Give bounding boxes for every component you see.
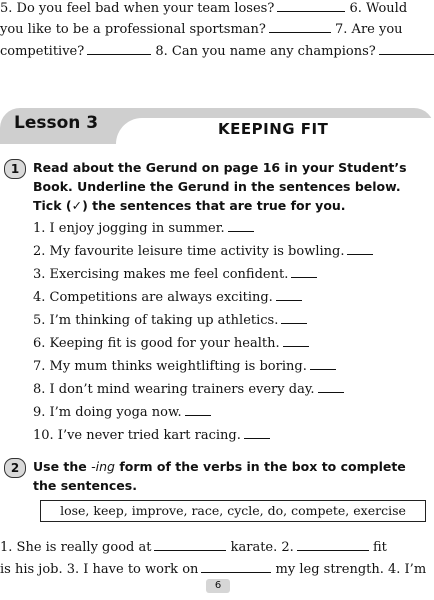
answer-blank [87, 43, 151, 55]
tick-blank[interactable] [276, 289, 302, 301]
top-paragraph-line-3 [0, 43, 434, 60]
text: Use the [33, 459, 92, 474]
tick-blank[interactable] [291, 266, 317, 278]
answer-blank [379, 43, 434, 55]
exercise-1-instruction: Read about the Gerund on page 16 in your Student’s Book. Underline the Gerund in the sentences below. Tick (✓) the sentences that are true for you. [33, 160, 407, 213]
lesson-subtitle: KEEPING FIT [218, 120, 329, 138]
tick-blank[interactable] [318, 381, 344, 393]
sentence-text: 9. I’m doing yoga now. [33, 405, 182, 420]
answer-blank [269, 21, 331, 33]
exercise-1-sentence [33, 243, 373, 260]
text: my leg strength. 4. I’m [275, 562, 427, 577]
sentence-text: 8. I don’t mind wearing trainers every day. [33, 382, 315, 397]
tick-blank[interactable] [185, 404, 211, 416]
exercise-2-line-1 [0, 539, 434, 556]
text-italic: -ing [91, 459, 115, 474]
exercise-1-sentence [33, 358, 336, 375]
answer-blank[interactable] [201, 561, 271, 573]
exercise-1-number: 1 [4, 159, 26, 179]
lesson-title: Lesson 3 [14, 113, 99, 133]
exercise-1-sentence [33, 404, 211, 421]
text: you like to be a professional sportsman? [0, 22, 266, 37]
text: karate. 2. [230, 540, 294, 555]
exercise-2-instruction [33, 457, 431, 495]
tick-blank[interactable] [310, 358, 336, 370]
tick-blank[interactable] [244, 427, 270, 439]
tick-blank[interactable] [281, 312, 307, 324]
exercise-1-sentence [33, 381, 344, 398]
exercise-1-sentence [33, 312, 307, 329]
answer-blank [277, 0, 345, 12]
exercise-1-sentence [33, 427, 270, 444]
sentence-text: 5. I’m thinking of taking up athletics. [33, 313, 279, 328]
sentence-text: 6. Keeping fit is good for your health. [33, 336, 280, 351]
answer-blank[interactable] [297, 539, 369, 551]
sentence-text: 2. My favourite leisure time activity is bowling. [33, 244, 345, 259]
tick-blank[interactable] [347, 243, 373, 255]
exercise-1-sentence [33, 289, 302, 306]
exercise-1-sentence [33, 220, 254, 237]
tick-blank[interactable] [283, 335, 309, 347]
text: competitive? [0, 44, 85, 59]
sentence-text: 3. Exercising makes me feel confident. [33, 267, 289, 282]
text: 1. She is really good at [0, 540, 152, 555]
text: is his job. 3. I have to work on [0, 562, 199, 577]
top-paragraph-line-2 [0, 21, 434, 38]
text: 5. Do you feel bad when your team loses? [0, 1, 275, 16]
exercise-2-line-2 [0, 561, 434, 578]
text: 7. Are you [335, 22, 403, 37]
text: 8. Can you name any champions? [155, 44, 376, 59]
page-number: 6 [206, 579, 230, 593]
sentence-text: 10. I’ve never tried kart racing. [33, 428, 241, 443]
sentence-text: 4. Competitions are always exciting. [33, 290, 273, 305]
exercise-1-sentence [33, 335, 309, 352]
exercise-1-sentence [33, 266, 317, 283]
text: form of the verbs in the box to complete the sentences. [33, 459, 406, 493]
text: fit [372, 540, 387, 555]
answer-blank[interactable] [154, 539, 226, 551]
top-paragraph-line-1 [0, 0, 434, 17]
exercise-2-number: 2 [4, 458, 26, 478]
verb-word-box: lose, keep, improve, race, cycle, do, compete, exercise [40, 500, 426, 522]
sentence-text: 1. I enjoy jogging in summer. [33, 221, 225, 236]
tick-blank[interactable] [228, 220, 254, 232]
text: 6. Would [349, 1, 408, 16]
sentence-text: 7. My mum thinks weightlifting is boring. [33, 359, 307, 374]
